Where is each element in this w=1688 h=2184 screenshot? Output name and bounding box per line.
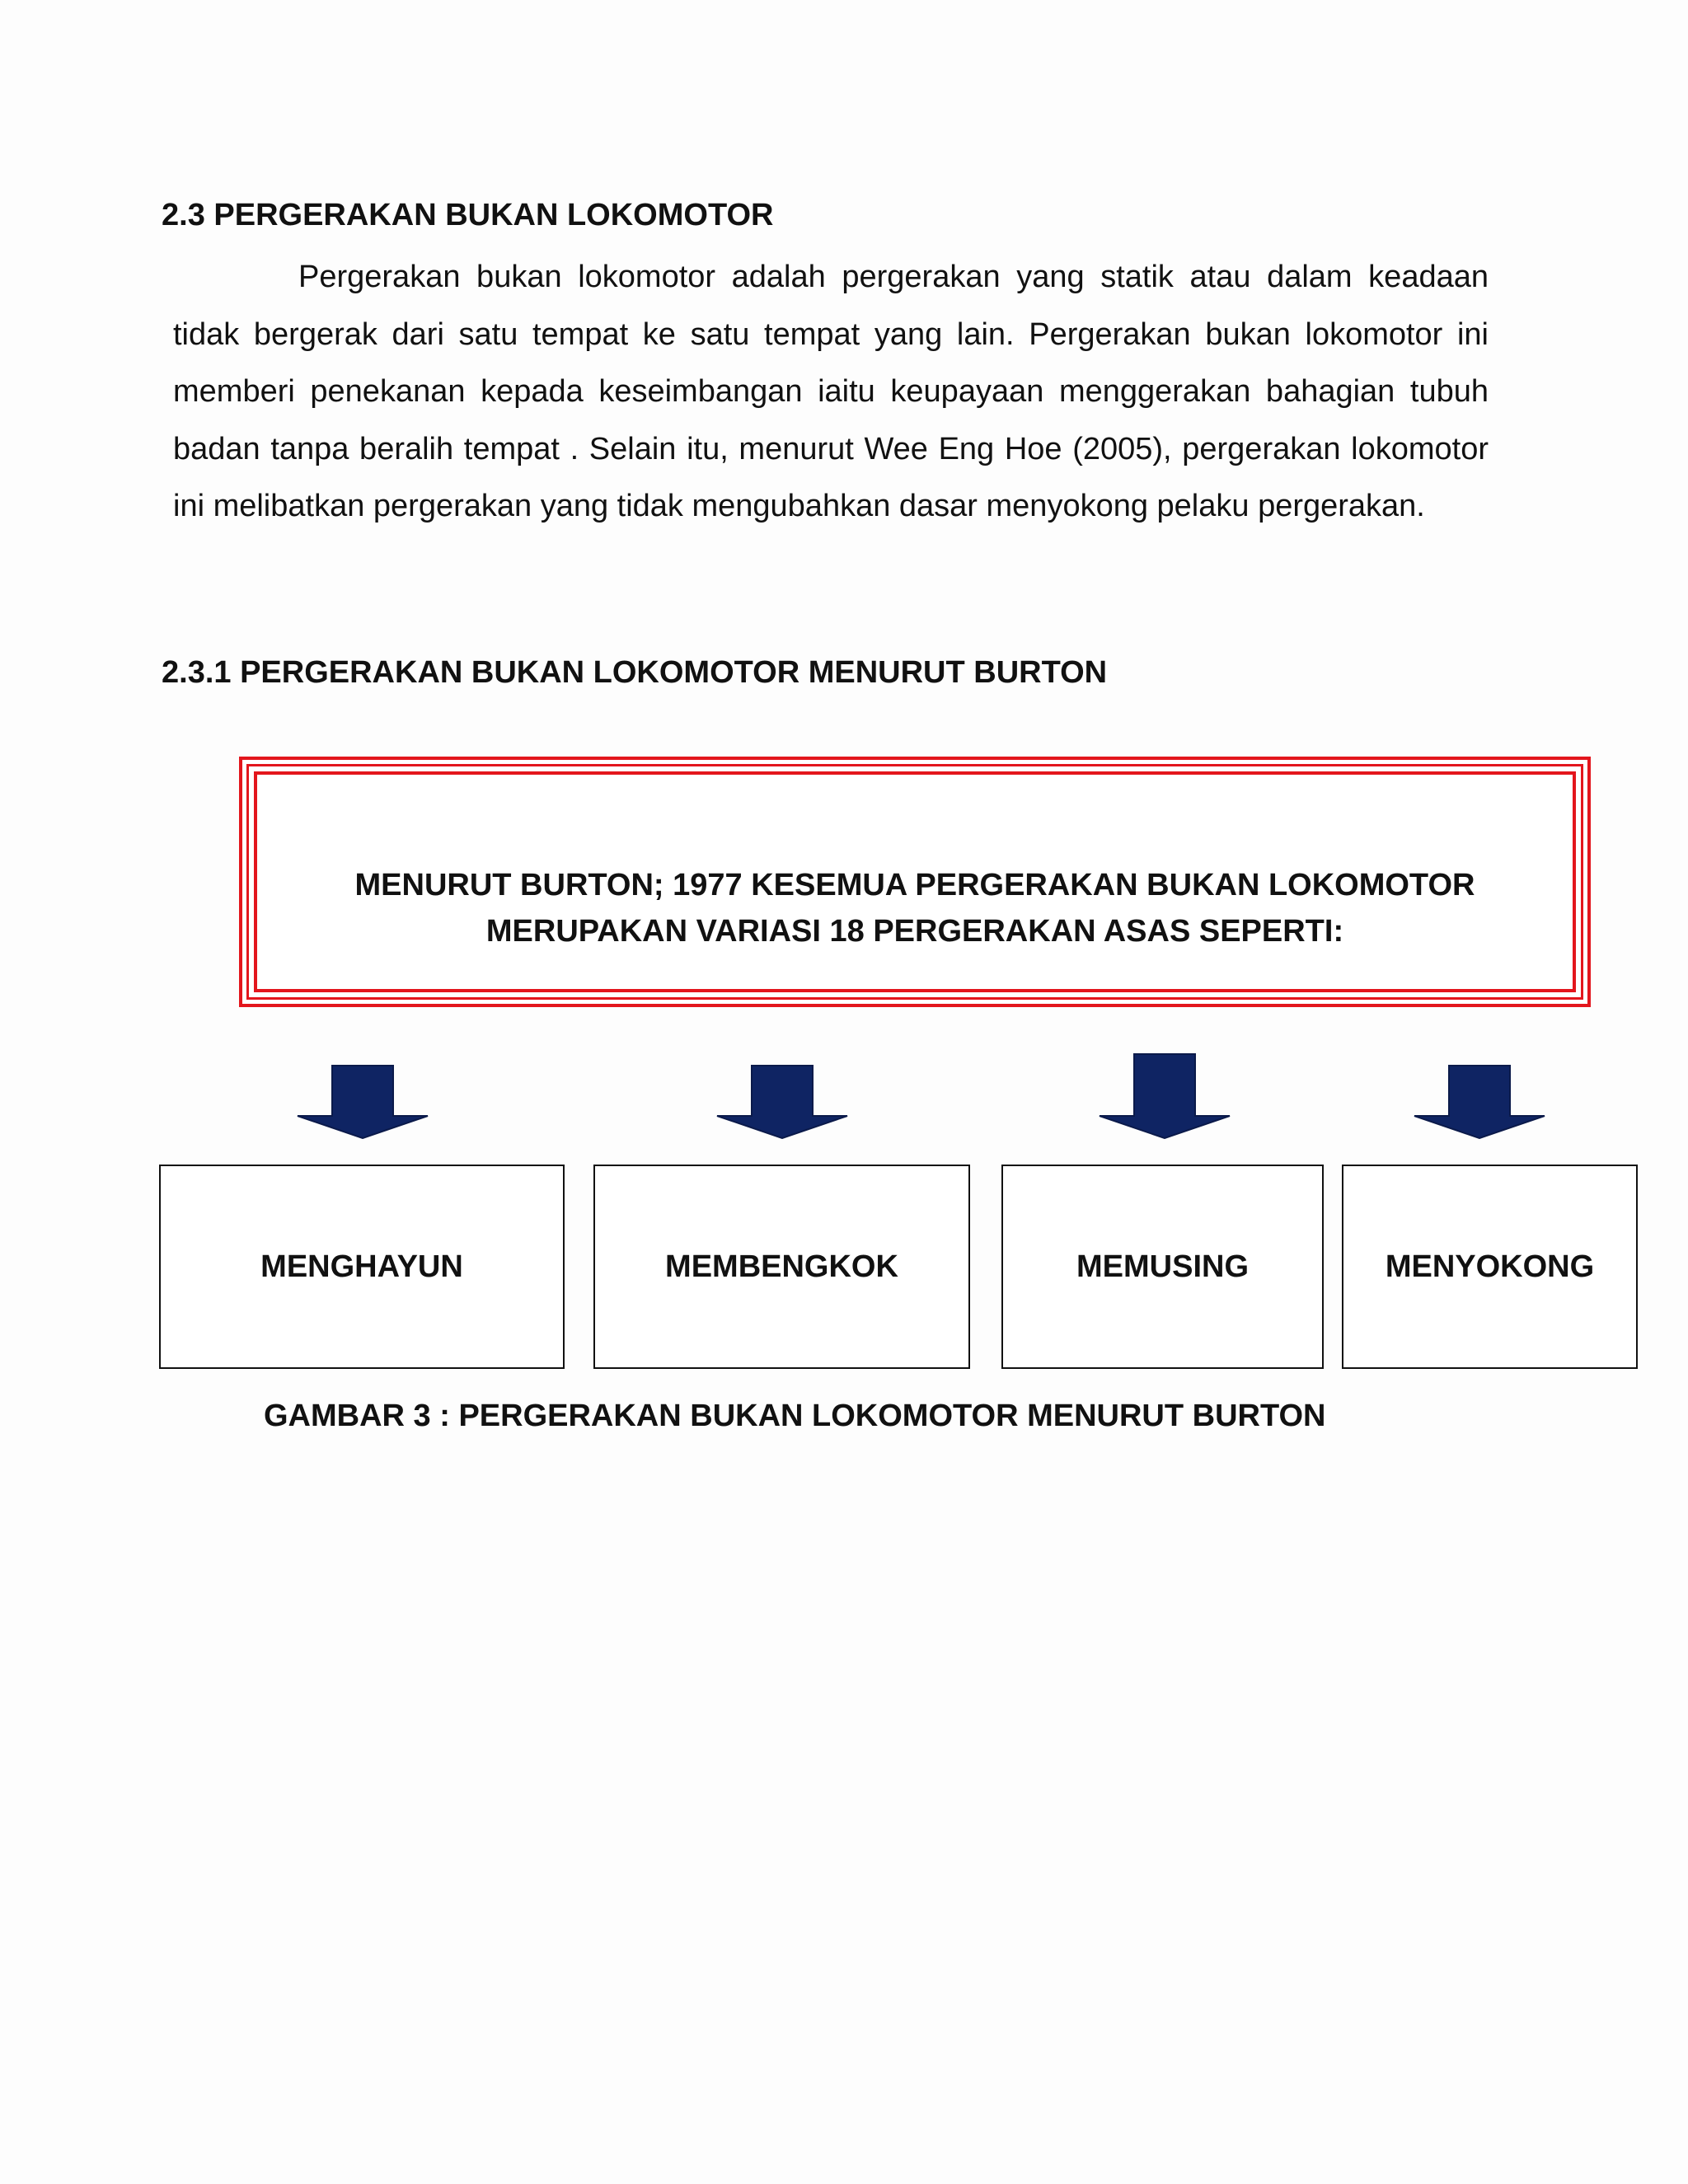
movement-label: MEMUSING	[1076, 1249, 1249, 1284]
subsection-heading: 2.3.1 PERGERAKAN BUKAN LOKOMOTOR MENURUT BURTON	[162, 655, 1108, 690]
movement-box-menghayun	[159, 1165, 565, 1369]
burton-statement	[275, 862, 1554, 954]
burton-statement-line-2: MERUPAKAN VARIASI 18 PERGERAKAN ASAS SEPERTI:	[485, 914, 1344, 949]
movement-box-membengkok	[593, 1165, 970, 1369]
down-arrow-icon	[297, 1065, 429, 1147]
section-paragraph: Pergerakan bukan lokomotor adalah pergerakan yang statik atau dalam keadaan tidak bergerak dari satu tempat ke satu tempat yang lain. Pergerakan bukan lokomotor ini memberi penekanan kepada keseimbangan iaitu keupayaan menggerakan bahagian tubuh badan tanpa beralih tempat . Selain itu, menurut Wee Eng Hoe (2005), pergerakan lokomotor ini melibatkan pergerakan yang tidak mengubahkan dasar menyokong pelaku pergerakan.	[173, 260, 1489, 523]
movement-label: MENYOKONG	[1385, 1249, 1595, 1284]
burton-statement-box	[239, 757, 1591, 1007]
section-heading: 2.3 PERGERAKAN BUKAN LOKOMOTOR	[162, 198, 774, 232]
movement-label: MEMBENGKOK	[665, 1249, 898, 1284]
burton-statement-line-1: MENURUT BURTON; 1977 KESEMUA PERGERAKAN BUKAN LOKOMOTOR	[354, 868, 1475, 902]
movement-box-memusing	[1001, 1165, 1324, 1369]
movement-box-menyokong	[1342, 1165, 1638, 1369]
down-arrow-icon	[1099, 1053, 1231, 1136]
down-arrow-icon	[716, 1065, 848, 1147]
down-arrow-icon	[1414, 1065, 1545, 1147]
figure-caption: GAMBAR 3 : PERGERAKAN BUKAN LOKOMOTOR MENURUT BURTON	[264, 1399, 1326, 1433]
movement-label: MENGHAYUN	[260, 1249, 463, 1284]
